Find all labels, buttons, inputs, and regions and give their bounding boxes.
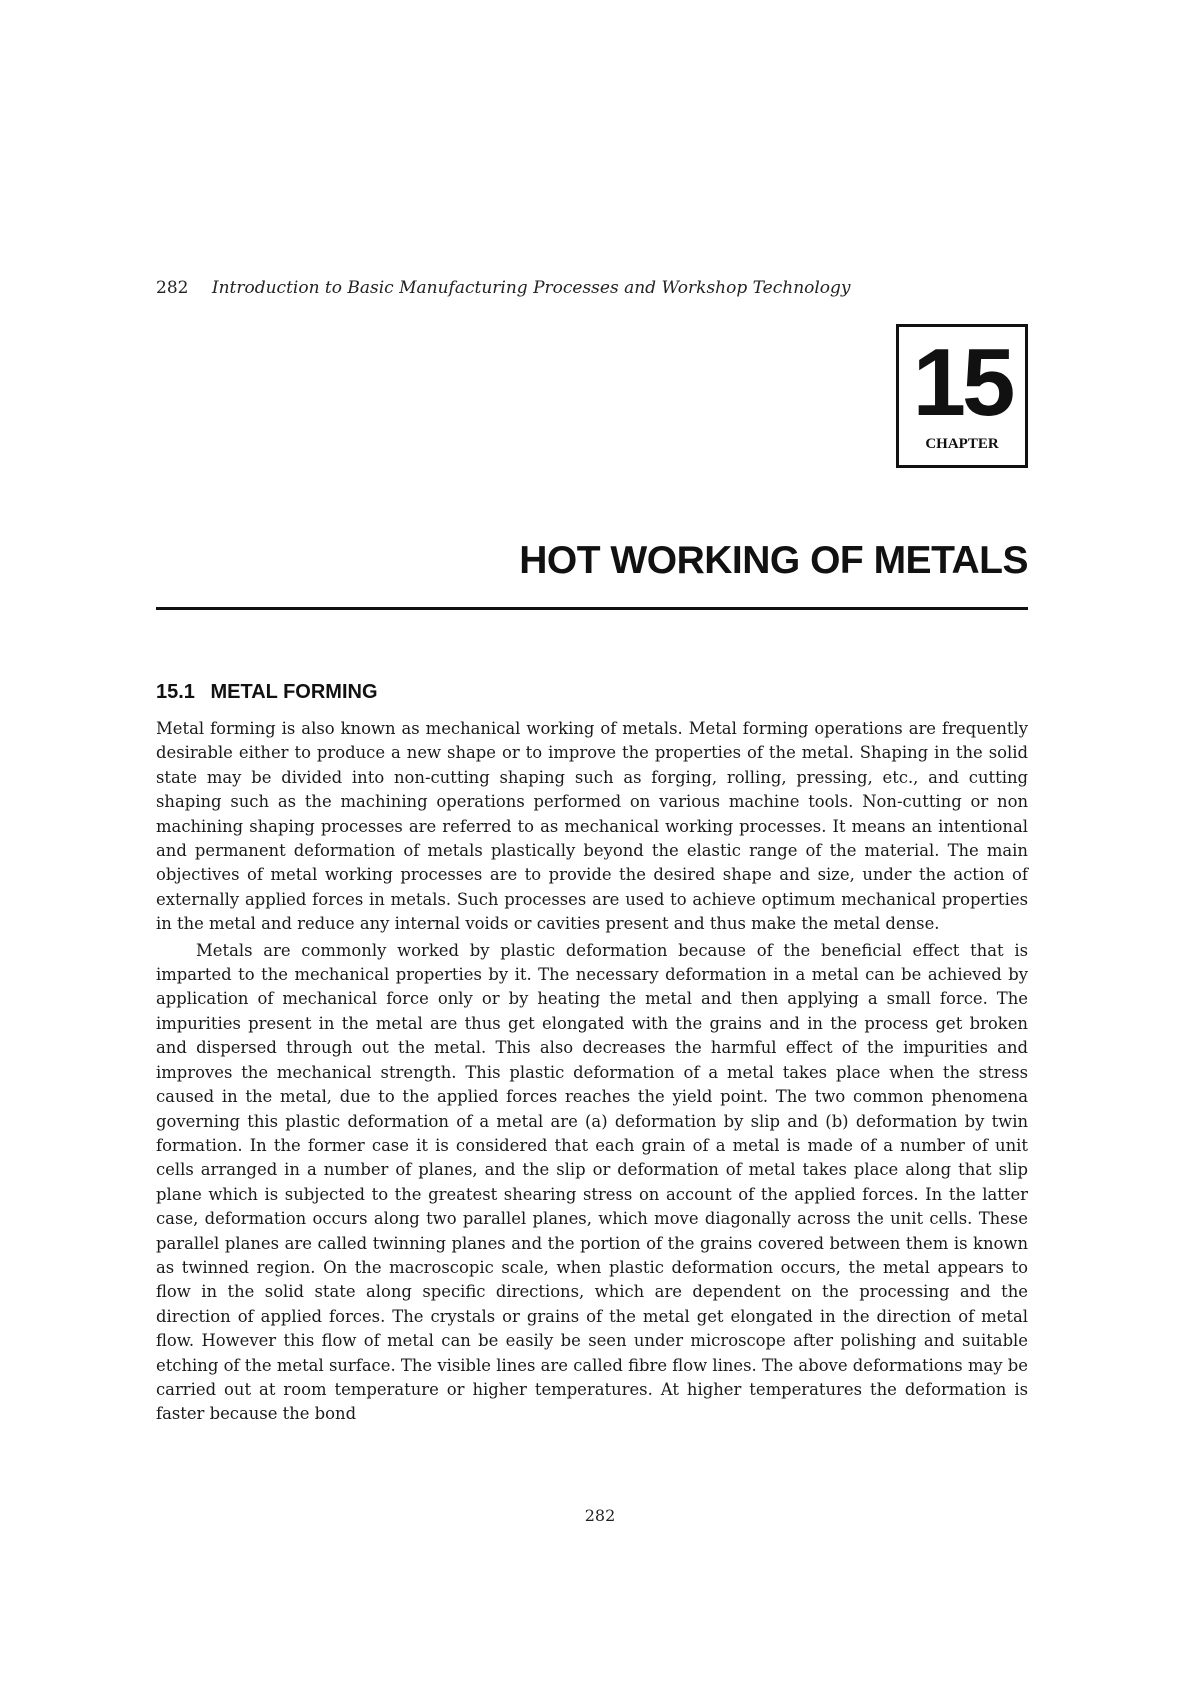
- section-heading: [156, 681, 378, 704]
- section-number: 15.1: [156, 681, 195, 703]
- page-folio: 282: [584, 1506, 616, 1525]
- chapter-title: HOT WORKING OF METALS: [519, 539, 1028, 582]
- chapter-number-box: [896, 324, 1028, 468]
- section-title: METAL FORMING: [210, 681, 378, 703]
- running-head-page-number: 282: [156, 278, 189, 298]
- paragraph: Metal forming is also known as mechanical working of metals. Metal forming operations are frequently desirable either to produce a new shape or to improve the properties of the metal. Shaping in the solid state may be divided into non-cutting shaping such as forging, rolling, pressing, etc., and cutting shaping such as the machining operations performed on various machine tools. Non-cutting or non machining shaping processes are referred to as mechanical working processes. It means an intentional and permanent deformation of metals plastically beyond the elastic range of the material. The main objectives of metal working processes are to provide the desired shape and size, under the action of externally applied forces in metals. Such processes are used to achieve optimum mechanical properties in the metal and reduce any internal voids or cavities present and thus make the metal dense.: [156, 719, 1028, 934]
- body-text: [156, 717, 1028, 1427]
- chapter-number: 15: [912, 329, 1012, 436]
- paragraph: Metals are commonly worked by plastic deformation because of the beneficial effect that is imparted to the mechanical properties by it. The necessary deformation in a metal can be achieved by application of mechanical force only or by heating the metal and then applying a small force. The impurities present in the metal are thus get elongated with the grains and in the process get broken and dispersed through out the metal. This also decreases the harmful effect of the impurities and improves the mechanical strength. This plastic deformation of a metal takes place when the stress caused in the metal, due to the applied forces reaches the yield point. The two common phenomena governing this plastic deformation of a metal are (a) deformation by slip and (b) deformation by twin formation. In the former case it is considered that each grain of a metal is made of a number of unit cells arranged in a number of planes, and the slip or deformation of metal takes place along that slip plane which is subjected to the greatest shearing stress on account of the applied forces. In the latter case, deformation occurs along two parallel planes, which move diagonally across the unit cells. These parallel planes are called twinning planes and the portion of the grains covered between them is known as twinned region. On the macroscopic scale, when plastic deformation occurs, the metal appears to flow in the solid state along specific directions, which are dependent on the processing and the direction of applied forces. The crystals or grains of the metal get elongated in the direction of metal flow. However this flow of metal can be easily be seen under microscope after polishing and suitable etching of the metal surface. The visible lines are called fibre flow lines. The above deformations may be carried out at room temperature or higher temperatures. At higher temperatures the deformation is faster because the bond: [156, 940, 1028, 1424]
- title-rule-divider: [156, 607, 1028, 610]
- running-head-book-title: Introduction to Basic Manufacturing Processes and Workshop Technology: [211, 278, 851, 298]
- chapter-label: CHAPTER: [925, 436, 999, 452]
- running-head: [156, 278, 851, 298]
